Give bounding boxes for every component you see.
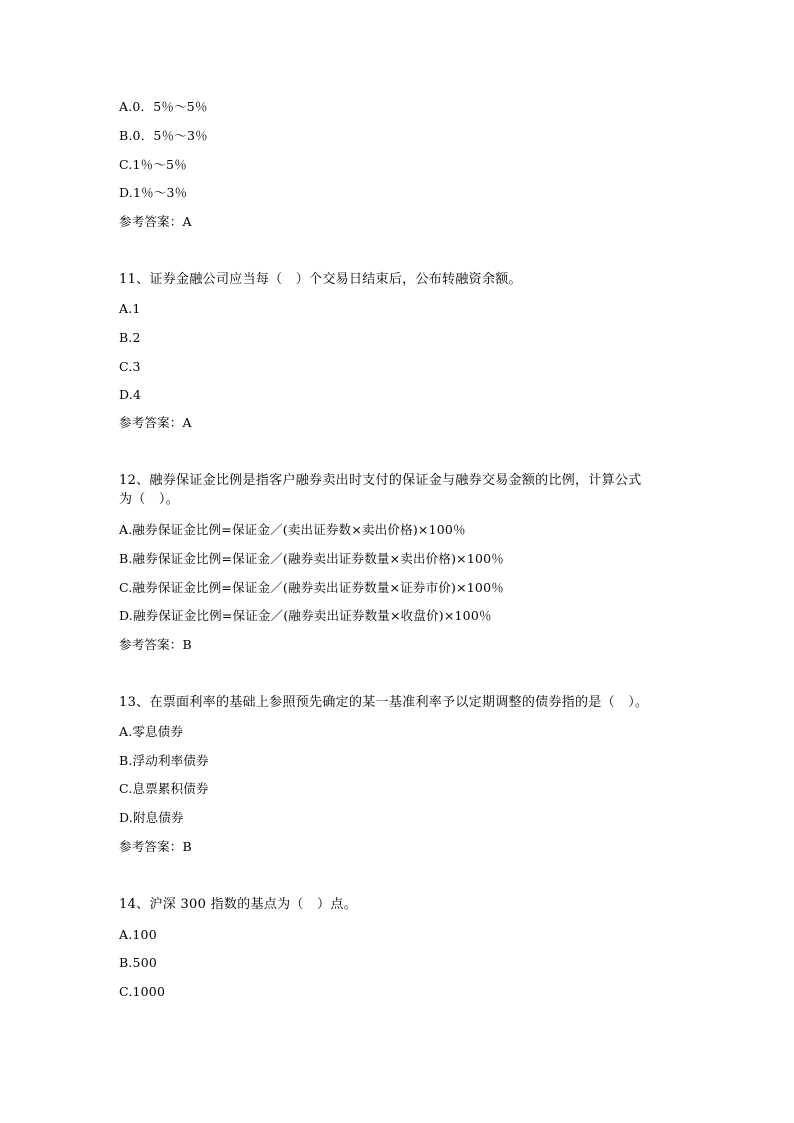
q10-option-b: B.0．5％～3％ — [119, 128, 208, 143]
q14-option-c: C.1000 — [119, 984, 166, 999]
q13-option-c: C.息票累积债券 — [119, 781, 209, 796]
q11-question: 11、证券金融公司应当每（ ）个交易日结束后，公布转融资余额。 — [119, 272, 522, 287]
q12-option-d: D.融券保证金比例=保证金／(融券卖出证券数量×收盘价)×100％ — [119, 608, 492, 623]
q14-question: 14、沪深 300 指数的基点为（ ）点。 — [119, 897, 357, 912]
q13-answer: 参考答案：B — [119, 839, 192, 854]
q10-option-c: C.1％～5％ — [119, 157, 187, 172]
q14-option-a: A.100 — [119, 927, 157, 942]
q12-option-b: B.融券保证金比例=保证金／(融券卖出证券数量×卖出价格)×100％ — [119, 551, 504, 566]
q13-option-b: B.浮动利率债券 — [119, 753, 209, 768]
q10-answer: 参考答案：A — [119, 214, 192, 229]
q10-option-d: D.1％～3％ — [119, 185, 188, 200]
q13-question: 13、在票面利率的基础上参照预先确定的某一基准利率予以定期调整的债券指的是（ ）。 — [119, 695, 649, 710]
q12-answer: 参考答案：B — [119, 637, 192, 652]
q11-option-d: D.4 — [119, 387, 142, 402]
q11-answer: 参考答案：A — [119, 415, 192, 430]
q13-option-a: A.零息债券 — [119, 724, 184, 739]
q10-option-a: A.0．5％～5％ — [119, 99, 208, 114]
q11-option-c: C.3 — [119, 359, 141, 374]
q12-option-a: A.融券保证金比例=保证金／(卖出证券数×卖出价格)×100％ — [119, 522, 466, 537]
q12-option-c: C.融券保证金比例=保证金／(融券卖出证券数量×证券市价)×100％ — [119, 580, 504, 595]
q11-option-b: B.2 — [119, 330, 141, 345]
q13-option-d: D.附息债券 — [119, 810, 184, 825]
q12-question-line-2: 为（ ）。 — [119, 492, 180, 507]
q11-option-a: A.1 — [119, 301, 141, 316]
q12-question-line-1: 12、融券保证金比例是指客户融券卖出时支付的保证金与融券交易金额的比例，计算公式 — [119, 473, 642, 488]
q14-option-b: B.500 — [119, 955, 158, 970]
